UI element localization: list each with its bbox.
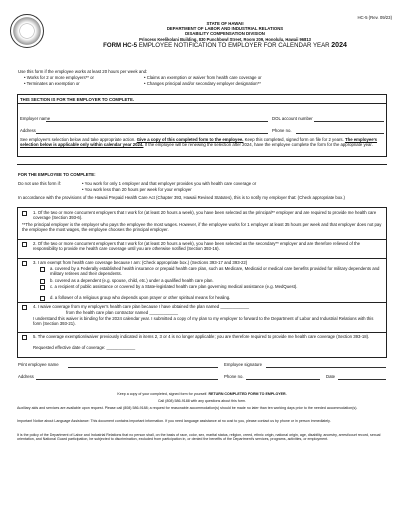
employer-section-heading: THIS SECTION IS FOR THE EMPLOYER TO COMPLETE. (20, 97, 135, 102)
employee-phone-label: Phone no. (224, 374, 244, 379)
signature-field[interactable] (266, 367, 386, 368)
do-not-use-bullet-2: • You work less than 20 hours per week for your employer (82, 187, 192, 192)
form-title (60, 42, 390, 49)
option-3d-text: d. a follower of a religious group who depends upon prayer or other spiritual means for healing. (50, 295, 231, 300)
option-4-checkbox[interactable] (22, 305, 27, 310)
option-3b-checkbox[interactable] (40, 279, 45, 284)
form-title-main: EMPLOYEE NOTIFICATION TO EMPLOYER FOR CALENDAR YEAR (138, 42, 330, 49)
dol-account-label: DOL account number (272, 116, 313, 121)
footer-aux-aids: Auxiliary aids and services are available upon request. Please call (808) 586-9188; a request for reasonable accommodation(s) should be made no later than ten working days prior to the needed accommodation(s). (17, 406, 358, 410)
intro-bullet-left-1: • Works for 2 or more employers** or (24, 75, 94, 80)
option-3b-text: b. covered as a dependent (e.g. spouse, child, etc.) under a qualified health care plan. (50, 278, 214, 283)
print-name-label: Print employee name (18, 362, 59, 367)
footer-call: Call (808) 586-9188 with any questions about this form. (157, 399, 247, 403)
option-5-effective-date: Requested effective date of coverage: ____________ (33, 345, 136, 350)
option-3a-text: a. covered by a Federally established health insurance or prepaid health care plan, such as Medicare, Medicaid or medical care benefits provided for military dependents and military retirees and their dependents. (50, 266, 380, 277)
footer-keep-copy-text: Keep a copy of your completed, signed form for yourself. (117, 392, 208, 396)
employee-section-heading: FOR THE EMPLOYEE TO COMPLETE: (18, 172, 96, 177)
principal-footnote: **The principal employer is the employer who pays the employee the most wages. However, if the employee works for 1 employer at least 35 hours per week and that employer does not pay the employee the most wages, the employee chooses the principal employer. (22, 222, 382, 233)
employer-heading-divider (17, 103, 387, 104)
header-state: STATE OF HAWAII (206, 21, 244, 26)
employer-note-2-bold: The employee's selection below is applicable only within calendar year 2024. (20, 137, 378, 148)
option-3-text: 3. I am exempt from health care coverage because I am: (Check appropriate box.) (Sections 393-17 and 393-22) (33, 260, 248, 265)
employee-section-rule (17, 164, 387, 165)
footer-language: Important Notice about Language Assistance: This document contains important information. If you need language assistance at no cost to you, please contact us by phone or in person immediately. (17, 419, 331, 423)
header-department: DEPARTMENT OF LABOR AND INDUSTRIAL RELATIONS (166, 26, 284, 31)
employer-name-label: Employer name (20, 116, 51, 121)
footer-keep-copy (17, 392, 387, 396)
option-5-text: 5. The coverage exemption/waiver previously indicated in items 2, 3 or 4 is no longer applicable; you are therefore required to provide me health care coverage (Section 393-18). (33, 334, 370, 339)
signature-label: Employee signature (224, 362, 262, 367)
employee-phone-field[interactable] (246, 379, 320, 380)
employee-address-label: Address (18, 374, 34, 379)
employer-note-2-tail: If the employee will be renewing the selection after 2024, have the employee complete the form for the appropriate year. (144, 142, 373, 148)
accordance-statement: In accordance with the provisions of the Hawaii Prepaid Health Care Act (Chapter 393, Hawaii Revised Statutes), this is to notify my employer that: (Check appropriate box.) (18, 195, 345, 200)
option-2-text: 2. Of the two or more concurrent employers that I work for (at least 20 hours a week), you have been selected as the secondary** employer and are therefore relieved of the responsibility to provide me health care coverage until you are otherwise notified (Section 393-16). (33, 241, 360, 252)
footer-return-text: RETURN COMPLETED FORM TO EMPLOYER. (208, 392, 287, 396)
option-4-text: 4. I waive coverage from my employer's health care plan because I have obtained the plan named ____________ (33, 304, 250, 309)
date-field[interactable] (338, 379, 386, 380)
option-2-checkbox[interactable] (22, 242, 27, 247)
option-4-contractor: from the health care plan contractor named ____________ (66, 310, 179, 315)
form-title-prefix: FORM HC-5 (103, 42, 137, 49)
footer-policy: It is the policy of the Department of Labor and Industrial Relations that no person shall, on the basis of race, color, sex, marital status, religion, creed, ethnic origin, national origin, age, disability, ancestry, arrest/court record, sexual orientation, and National Guard participation, be subjected to discrimination, excluded from participation in, or denied the benefits of the Department's services, programs, activities, or employment. (17, 433, 381, 442)
intro-bullet-left-2: • Terminates an exemption or (24, 81, 80, 86)
option-5-checkbox[interactable] (22, 335, 27, 340)
option-divider-3 (17, 302, 387, 303)
intro-lead: Use this form if the employee works at least 20 hours per week and: (18, 69, 148, 74)
option-divider-4 (17, 332, 387, 333)
option-3-checkbox[interactable] (22, 261, 27, 266)
option-3a-checkbox[interactable] (40, 267, 45, 272)
employer-name-field[interactable] (46, 121, 268, 122)
option-divider-1 (17, 239, 387, 240)
option-divider-2 (17, 258, 387, 259)
employer-note-1: See employee's selection below and take appropriate action. (20, 137, 136, 142)
do-not-use-label: Do not use this form if: (18, 181, 61, 186)
option-3c-text: c. a recipient of public assistance or covered by a State-legislated health care plan governing medical assistance (e.g. MedQuest). (50, 284, 298, 289)
header-address: Princess Keelikolani Building, 830 Punchbowl Street, Room 209, Honolulu, Hawaii 96813 (139, 36, 311, 42)
employer-address-field[interactable] (36, 133, 268, 134)
option-3d-checkbox[interactable] (40, 296, 45, 301)
employer-address-label: Address (20, 128, 36, 133)
option-4-understanding: I understand this waiver is binding for the 2024 calendar year. I submitted a copy of my plan to my employer to forward to the Department of Labor and Industrial Relations with this form (Section 393-21). (33, 316, 374, 327)
form-code: HC-5 (Rev. 09/23) (357, 15, 392, 20)
employer-note-1-bold: Give a copy of this completed form to the employee. (136, 137, 244, 142)
option-3c-checkbox[interactable] (40, 285, 45, 290)
date-label: Date (326, 374, 336, 379)
header-division: DISABILITY COMPENSATION DIVISION (185, 31, 265, 36)
form-title-year: 2024 (331, 42, 347, 49)
employee-address-field[interactable] (36, 379, 218, 380)
do-not-use-bullet-1: • You work for only 1 employer and that employer provides you with health care coverage or (82, 181, 257, 186)
option-1-text: 1. Of the two or more concurrent employers that I work for (at least 20 hours a week), you have been selected as the principal** employer and are required to provide me health care coverage (Section 393-6). (33, 210, 377, 221)
option-1-checkbox[interactable] (22, 211, 27, 216)
state-seal-icon (10, 14, 44, 48)
employer-instructions (20, 137, 384, 147)
print-name-field[interactable] (68, 367, 218, 368)
employer-phone-label: Phone no. (272, 128, 292, 133)
intro-bullet-right-1: • Claims an exemption or waiver from health care coverage or (144, 75, 262, 80)
dol-account-field[interactable] (314, 121, 384, 122)
intro-bullet-right-2: • Changes principal and/or secondary employer designation** (144, 81, 261, 86)
employer-phone-field[interactable] (296, 133, 384, 134)
employer-note-1-tail: Keep this completed, signed form on file for 2 years. (244, 137, 344, 142)
